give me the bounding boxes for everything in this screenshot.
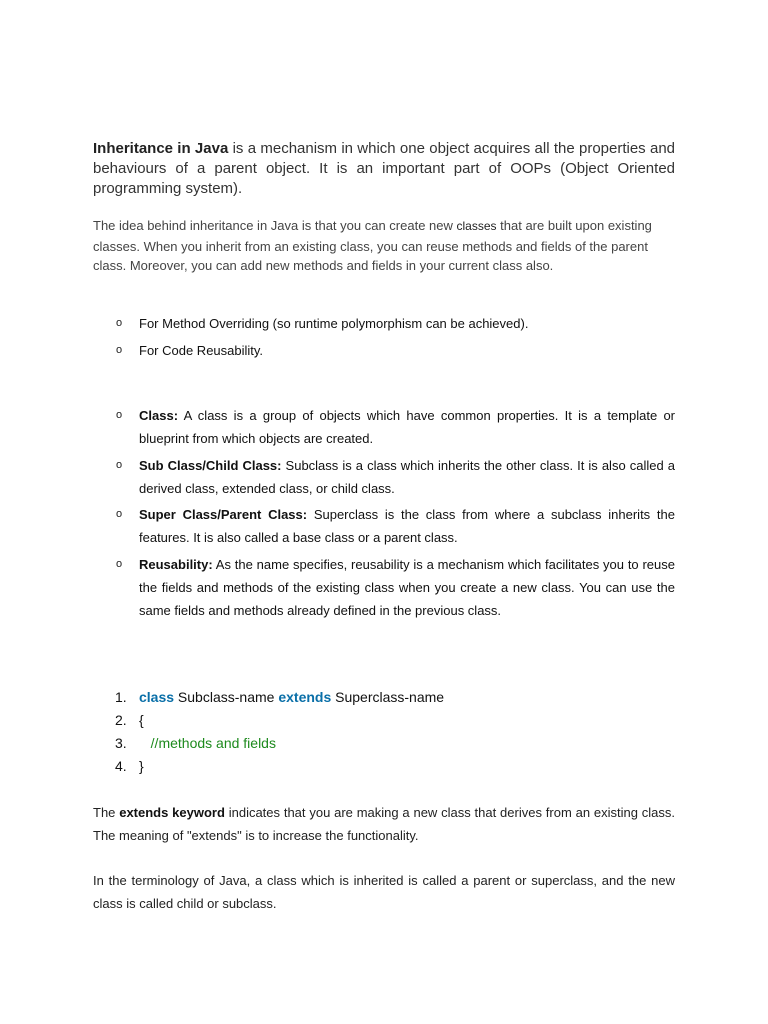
code-comment: //methods and fields — [150, 735, 276, 751]
idea-classes-keyword: classes — [456, 219, 497, 233]
bullet-marker: o — [116, 557, 123, 570]
term-label: Super Class/Parent Class: — [139, 507, 308, 522]
line-number: 4. — [115, 758, 127, 774]
keyword-extends: extends — [278, 689, 332, 705]
line-number: 2. — [115, 712, 127, 728]
list-item — [93, 454, 675, 500]
keyword-class: class — [139, 689, 175, 705]
intro-bold-term: Inheritance in Java — [93, 140, 229, 157]
intro-paragraph — [93, 139, 675, 199]
bullet-marker: o — [116, 409, 123, 421]
list-item — [93, 339, 675, 362]
extends-keyword-bold: extends keyword — [119, 805, 225, 820]
idea-text-after: that are built upon existing classes. When you inherit from an existing class, you can reuse methods and fields of the parent class. Moreover, you can add new methods and fields in your current class also. — [93, 218, 652, 273]
uses-list — [93, 312, 675, 365]
extends-text-before: The — [93, 805, 120, 820]
code-text — [139, 732, 276, 755]
list-item — [93, 553, 675, 622]
extends-paragraph — [93, 801, 675, 847]
code-block — [93, 686, 675, 778]
code-text: { — [139, 712, 144, 728]
code-text: } — [139, 758, 144, 774]
line-number: 3. — [115, 735, 127, 751]
code-line — [93, 755, 675, 778]
term-description: Superclass is the class from where a subclass inherits the features. It is also called a base class or a parent class. — [139, 507, 675, 545]
list-item — [93, 312, 675, 335]
list-item-text: For Code Reusability. — [139, 342, 264, 358]
term-label: Reusability: — [139, 556, 213, 572]
code-line — [93, 732, 675, 755]
code-plain: Superclass-name — [331, 689, 445, 705]
code-plain: Subclass-name — [174, 689, 279, 705]
extends-text-after: indicates that you are making a new class that derives from an existing class. The meaning of "extends" is to increase the functionality. — [93, 805, 675, 843]
line-number: 1. — [115, 689, 127, 705]
idea-paragraph — [93, 216, 675, 276]
terminology-paragraph: In the terminology of Java, a class which is inherited is called a parent or superclass, and the new class is called child or subclass. — [93, 873, 675, 911]
code-line — [93, 686, 675, 709]
idea-text-before: The idea behind inheritance in Java is that you can create new — [93, 218, 457, 233]
bullet-marker: o — [116, 343, 123, 356]
code-indent — [139, 735, 151, 751]
bullet-marker: o — [116, 317, 123, 329]
term-label: Sub Class/Child Class: — [139, 457, 282, 473]
term-description: A class is a group of objects which have common properties. It is a template or blueprint from which objects are created. — [139, 408, 675, 446]
code-text — [139, 686, 444, 709]
list-item-text: For Method Overriding (so runtime polymorphism can be achieved). — [139, 316, 529, 331]
term-description: As the name specifies, reusability is a mechanism which facilitates you to reuse the fields and methods of the existing class when you create a new class. You can use the same fields and methods already defined in the previous class. — [139, 556, 675, 618]
code-line — [93, 709, 675, 732]
term-description: Subclass is a class which inherits the other class. It is also called a derived class, extended class, or child class. — [139, 457, 675, 496]
list-item — [93, 404, 675, 450]
intro-text: is a mechanism in which one object acquires all the properties and behaviours of a parent object. It is an important part of OOPs (Object Oriented programming system). — [93, 140, 675, 197]
bullet-marker: o — [116, 458, 123, 471]
terms-list — [93, 404, 675, 625]
list-item — [93, 503, 675, 549]
bullet-marker: o — [116, 508, 123, 520]
term-label: Class: — [139, 408, 179, 423]
